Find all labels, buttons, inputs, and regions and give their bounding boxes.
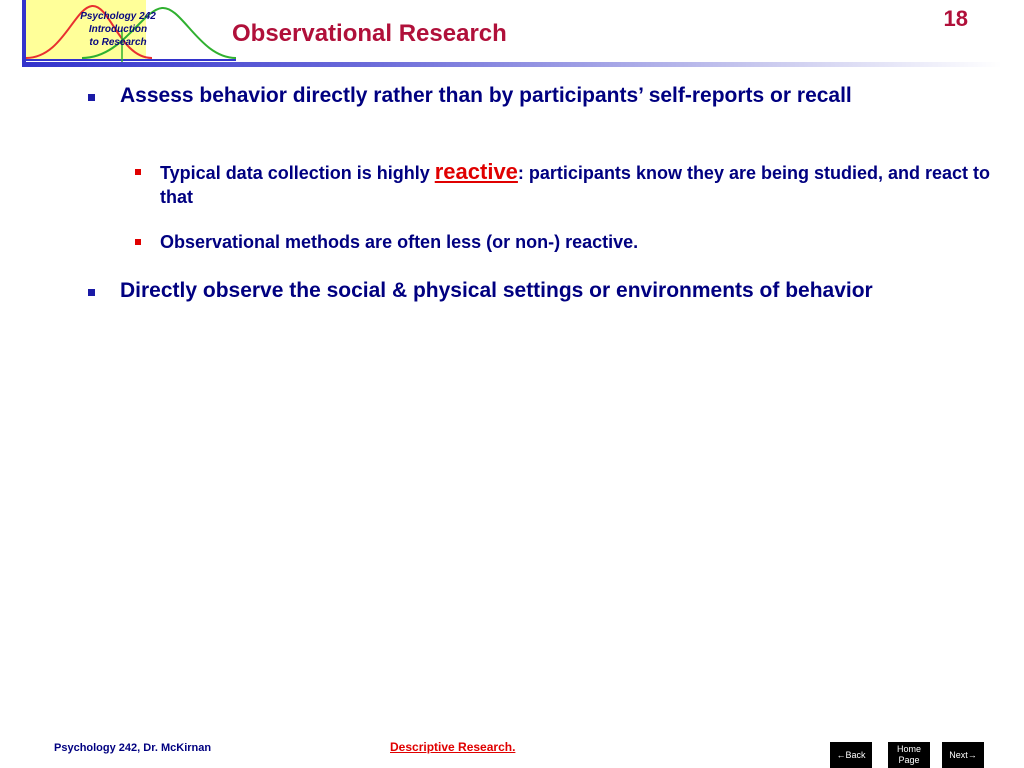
next-button[interactable]: Next→ (942, 742, 984, 768)
slide-title: Observational Research (232, 20, 507, 47)
logo-text (58, 10, 178, 49)
footer-section-link[interactable]: Descriptive Research. (390, 740, 516, 754)
footer-course-author: Psychology 242, Dr. McKirnan (54, 742, 212, 754)
logo-line-2: Introduction (88, 24, 148, 35)
home-button-line-1: Home (896, 744, 921, 754)
home-button-line-2: Page (898, 755, 920, 765)
bullet-marker (88, 289, 95, 296)
slide-number: 18 (943, 6, 968, 31)
bullet-text: Assess behavior directly rather than by participants’ self-reports or recall (120, 84, 852, 107)
sub-bullet-item-2 (160, 230, 1000, 254)
reactive-link[interactable]: reactive (434, 159, 518, 184)
sub-bullet-text-after: : participants know they are being studied, and react to that (160, 163, 991, 207)
sub-bullet-text-before: Typical data collection is highly (160, 163, 435, 183)
sub-bullet-item-1 (160, 160, 1000, 209)
bullet-item-2 (120, 277, 960, 305)
title-underline-rule (22, 62, 1002, 67)
title-left-rule (22, 0, 26, 66)
back-button[interactable]: ←Back (830, 742, 872, 768)
home-page-button[interactable] (888, 742, 930, 768)
bullet-item-1 (120, 82, 960, 110)
sub-bullet-marker (135, 169, 141, 175)
logo-line-3: to Research (89, 37, 147, 48)
sub-bullet-text: Observational methods are often less (or non-) reactive. (160, 232, 639, 252)
logo-line-1: Psychology 242 (80, 11, 156, 22)
sub-bullet-marker (135, 239, 141, 245)
bullet-marker (88, 94, 95, 101)
bullet-text: Directly observe the social & physical settings or environments of behavior (120, 279, 873, 302)
course-logo (22, 0, 236, 66)
